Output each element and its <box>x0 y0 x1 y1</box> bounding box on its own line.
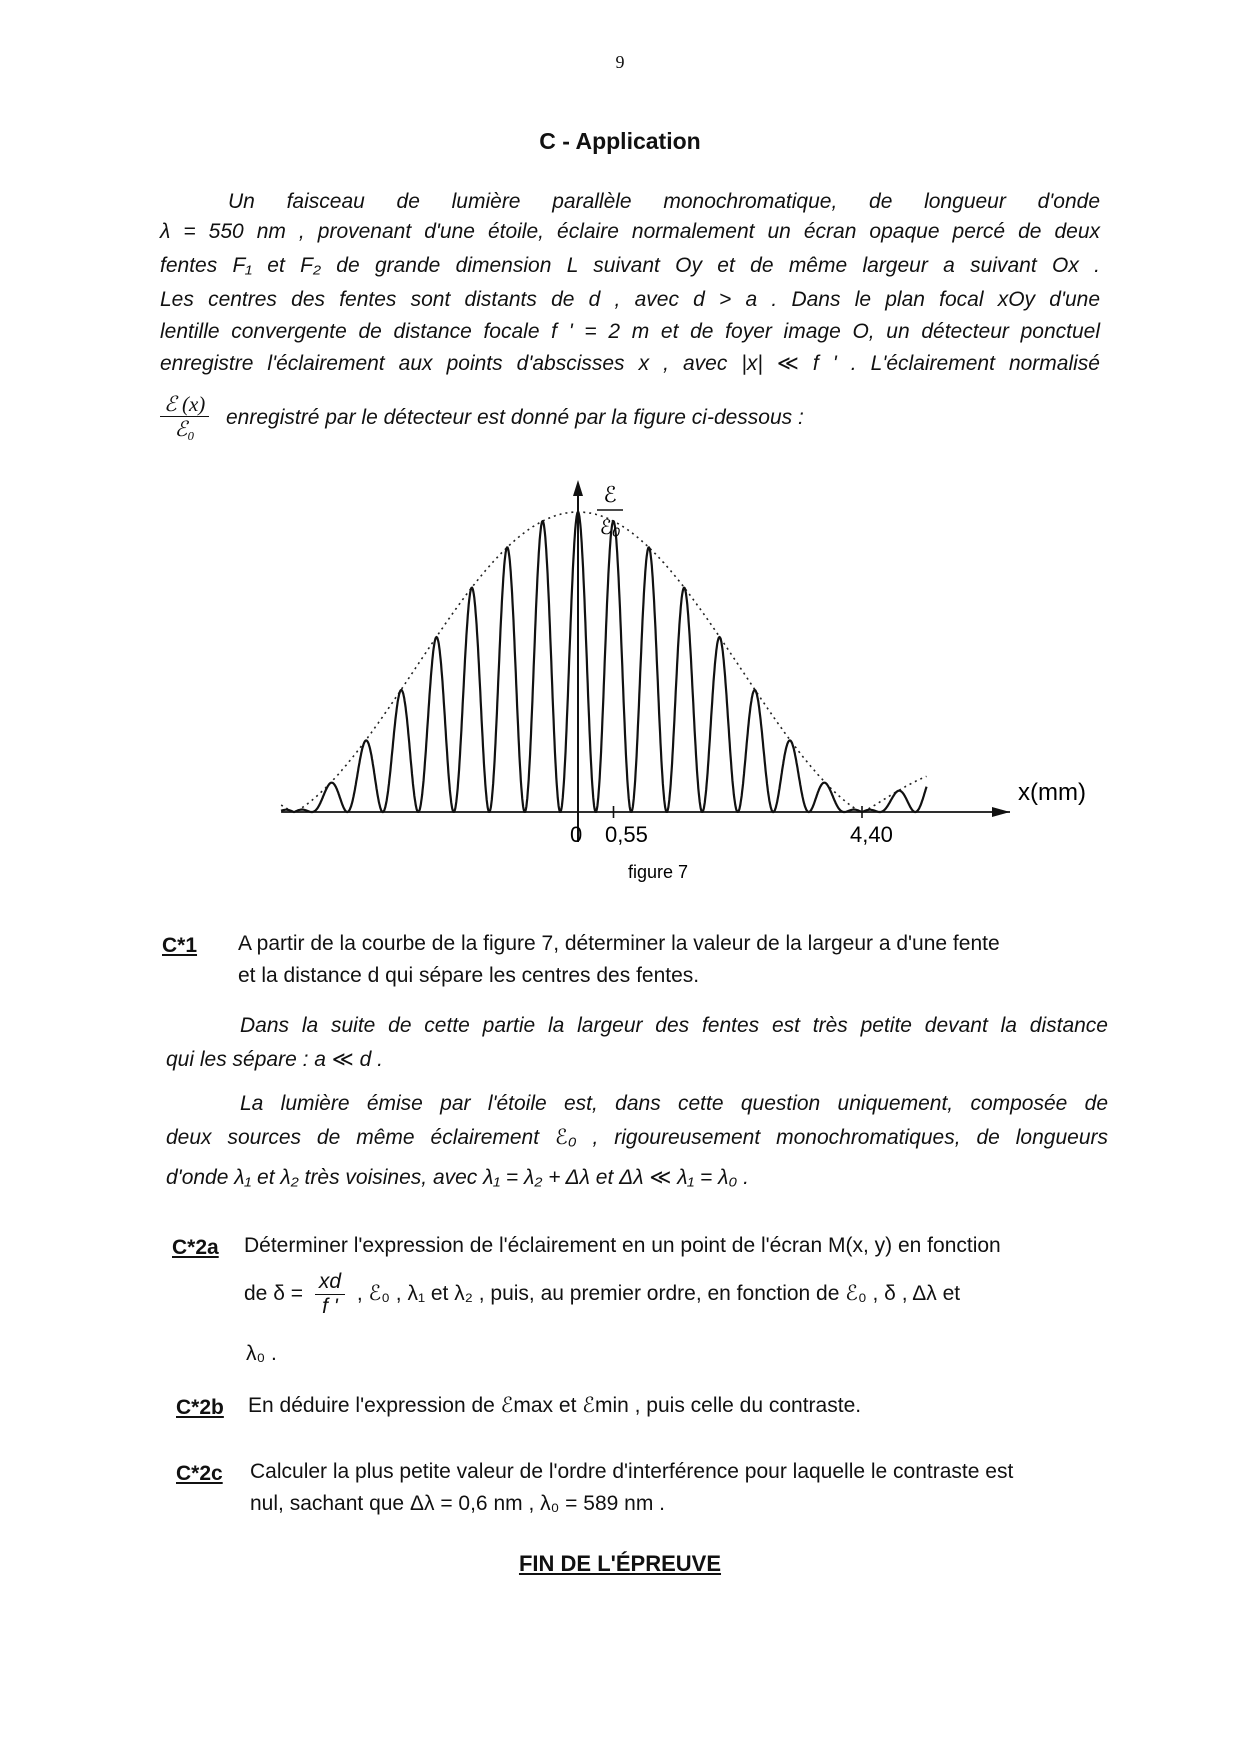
y-axis-arrow <box>573 480 583 496</box>
intro-line-1: Un faisceau de lumière parallèle monochromatique, de longueur d'onde <box>228 190 1100 213</box>
ratio-numerator: ℰ (x) <box>160 392 209 417</box>
question-c2a-line-2 <box>244 1270 960 1319</box>
figure-axes <box>281 480 1010 842</box>
tick-label-440: 4,40 <box>850 822 893 847</box>
question-c2c-line-1: Calculer la plus petite valeur de l'ordre d'interférence pour laquelle le contraste est <box>250 1460 1014 1483</box>
question-c2c-line-2: nul, sachant que Δλ = 0,6 nm , λ₀ = 589 nm . <box>250 1492 665 1515</box>
question-c2a-label: C*2a <box>172 1236 219 1259</box>
x-axis-label: x(mm) <box>1018 779 1086 806</box>
intro-line-3: fentes F₁ et F₂ de grande dimension L suivant Oy et de même largeur a suivant Ox . <box>160 254 1100 277</box>
figure-7-chart <box>0 470 1240 890</box>
section-title: C - Application <box>539 128 701 154</box>
question-c1-label: C*1 <box>162 934 198 957</box>
question-c1-line-1: A partir de la courbe de la figure 7, déterminer la valeur de la largeur a d'une fente <box>238 932 1000 955</box>
note-2-line-2: deux sources de même éclairement ℰ₀ , rigoureusement monochromatiques, de longueurs <box>166 1126 1108 1149</box>
question-c2a-delta-prefix: de δ = <box>244 1282 303 1306</box>
question-c1-line-2: et la distance d qui sépare les centres des fentes. <box>238 964 700 987</box>
note-2-line-1: La lumière émise par l'étoile est, dans cette question uniquement, composée de <box>240 1092 1108 1115</box>
question-c2c-label: C*2c <box>176 1462 223 1485</box>
y-axis-denominator: ℰ₀ <box>599 517 621 539</box>
normalized-ratio <box>160 392 209 441</box>
y-axis-numerator: ℰ <box>603 482 617 507</box>
note-1-line-1: Dans la suite de cette partie la largeur des fentes est très petite devant la distance <box>240 1014 1108 1037</box>
intro-line-5: lentille convergente de distance focale f ' = 2 m et de foyer image O, un détecteur ponctuel <box>160 320 1100 343</box>
intro-line-4: Les centres des fentes sont distants de d , avec d > a . Dans le plan focal xOy d'une <box>160 288 1100 311</box>
y-axis-label <box>597 482 623 539</box>
figure-caption: figure 7 <box>627 862 689 882</box>
note-1-line-2: qui les sépare : a ≪ d . <box>166 1048 383 1071</box>
question-c2b-text: En déduire l'expression de ℰmax et ℰmin , puis celle du contraste. <box>248 1394 862 1417</box>
tick-label-055: 0,55 <box>605 822 648 847</box>
ratio-denominator: ℰ₀ <box>174 417 195 441</box>
intro-last-line: enregistré par le détecteur est donné par la figure ci-dessous : <box>226 406 804 429</box>
question-c2b-label: C*2b <box>176 1396 224 1419</box>
intensity-curve <box>281 512 926 812</box>
intro-line-2: λ = 550 nm , provenant d'une étoile, éclaire normalement un écran opaque percé de deux <box>160 220 1100 243</box>
question-c2a-line-1: Déterminer l'expression de l'éclairement en un point de l'écran M(x, y) en fonction <box>244 1234 1001 1257</box>
delta-fraction-denominator: f ' <box>322 1295 338 1318</box>
delta-fraction-numerator: xd <box>315 1270 345 1295</box>
note-2-line-3: d'onde λ₁ et λ₂ très voisines, avec λ₁ = λ₂ + Δλ et Δλ ≪ λ₁ = λ₀ . <box>166 1166 749 1189</box>
origin-label: 0 <box>570 822 583 847</box>
end-title: FIN DE L'ÉPREUVE <box>518 1551 722 1576</box>
question-c2a-line-2-suffix: , ℰ₀ , λ₁ et λ₂ , puis, au premier ordre, en fonction de ℰ₀ , δ , Δλ et <box>356 1282 961 1306</box>
page-number: 9 <box>615 52 625 72</box>
x-axis-arrow <box>992 807 1010 817</box>
intro-line-6: enregistre l'éclairement aux points d'abscisses x , avec |x| ≪ f ' . L'éclairement normalisé <box>160 352 1100 375</box>
question-c2a-line-3: λ₀ . <box>246 1342 277 1365</box>
